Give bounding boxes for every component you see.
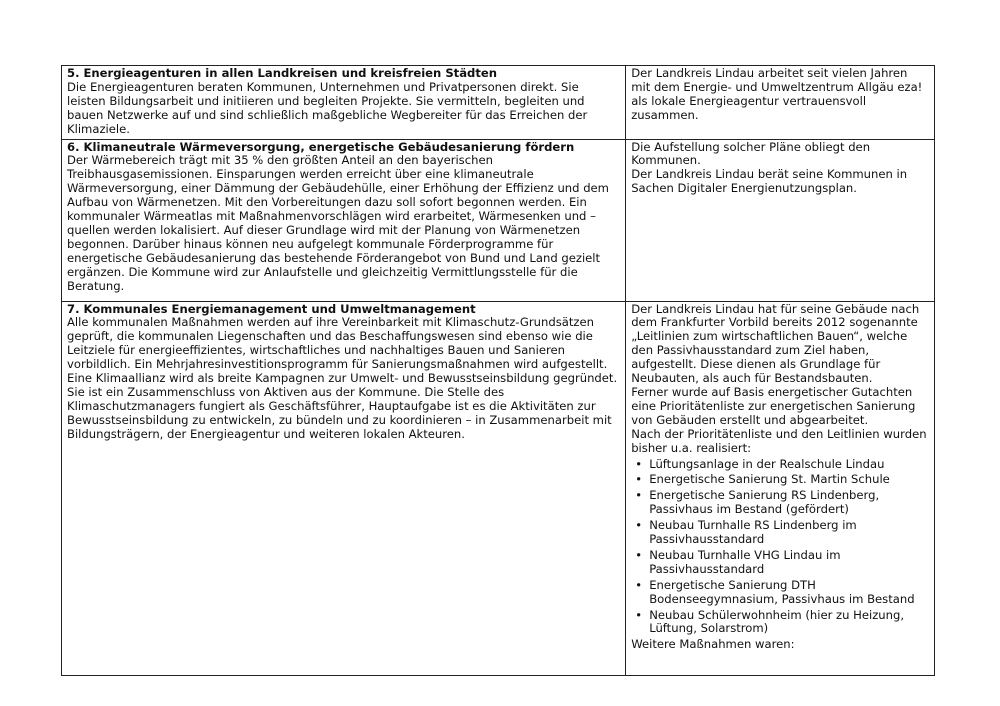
list-item: [631, 549, 929, 577]
list-item-text: Neubau Turnhalle VHG Lindau im Passivhausstandard: [649, 547, 841, 576]
bullet-icon: •: [635, 577, 643, 592]
measure-cell: [62, 66, 626, 140]
list-item: [631, 519, 929, 547]
measure-text: Die Energieagenturen beraten Kommunen, Unternehmen und Privatpersonen direkt. Sie leisten Bildungsarbeit und initiieren und begleiten Projekte. Sie vermitteln, begleiten und bauen Netzwerke auf und sind schließlich maßgebliche Wegbereiter für das Erreichen der Klimaziele.: [67, 79, 588, 136]
bullet-icon: •: [635, 488, 643, 503]
bullet-icon: •: [635, 456, 643, 471]
measure-text: Der Wärmebereich trägt mit 35 % den größten Anteil an den bayerischen Treibhausgasemissionen. Einsparungen werden erreicht über eine klimaneutrale Wärmeversorgung, einer Dämmung der Gebäudehülle, einer Erhöhung der Effizienz und dem Aufbau von Wärmenetzen. Mit den Vorbereitungen dazu soll sofort begonnen werden. Ein kommunaler Wärmeatlas mit Maßnahmenvorschlägen wird erarbeitet, Wärmesenken und – quellen werden lokalisiert. Auf dieser Grundlage wird mit der Planung von Wärmenetzen begonnen. Darüber hinaus können neu aufgelegt kommunale Förderprogramme für energetische Gebäudesanierung das bestehende Förderangebot von Bund und Land gezielt ergänzen. Die Kommune wird zur Anlaufstelle und gleichzeitig Vermittlungsstelle für die Beratung.: [67, 153, 609, 293]
measure-text: Alle kommunalen Maßnahmen werden auf ihre Vereinbarkeit mit Klimaschutz-Grundsätzen geprüft, die kommunalen Liegenschaften und das Beschaffungswesen sind ebenso wie die Leitziele für energieeffizientes, wirtschaftliches und nachhaltiges Bauen und Sanieren vorbildlich. Ein Mehrjahresinvestitionsprogramm für Sanierungsmaßnahmen wird aufgestellt. Eine Klimaallianz wird als breite Kampagnen zur Umwelt- und Bewusstseinsbildung gegründet. Sie ist ein Zusammenschluss von Aktiven aus der Kommune. Die Stelle des Klimaschutzmanagers fungiert als Geschäftsführer, Hauptaufgabe ist es die Aktivitäten zur Bewusstseinsbildung zu entwickeln, zu bündeln und zu koordinieren – in Zusammenarbeit mit Bildungsträgern, der Energieagentur und weiteren lokalen Akteuren.: [67, 315, 618, 441]
status-text: Der Landkreis Lindau arbeitet seit vielen Jahren mit dem Energie- und Umweltzentrum Allgäu eza! als lokale Energieagentur vertrauensvoll zusammen.: [631, 66, 923, 122]
bullet-icon: •: [635, 472, 643, 487]
list-item-text: Energetische Sanierung DTH Bodenseegymnasium, Passivhaus im Bestand: [649, 577, 915, 606]
measure-cell: [62, 301, 626, 675]
table-row: [62, 301, 935, 675]
bullet-icon: •: [635, 547, 643, 562]
status-text: Der Landkreis Lindau berät seine Kommunen in Sachen Digitaler Energienutzungsplan.: [631, 167, 908, 196]
status-text: Ferner wurde auf Basis energetischer Gutachten eine Prioritätenliste zur energetischen Sanierung von Gebäuden erstellt und abgearbeitet.: [631, 384, 916, 427]
table-row: [62, 139, 935, 301]
status-cell: [626, 139, 935, 301]
status-text: Weitere Maßnahmen waren:: [631, 637, 795, 652]
realized-projects-list: [631, 458, 929, 637]
list-item-text: Neubau Schülerwohnheim (hier zu Heizung, Lüftung, Solarstrom): [649, 607, 905, 636]
measure-heading: 6. Klimaneutrale Wärmeversorgung, energetische Gebäudesanierung fördern: [67, 139, 575, 154]
measure-cell: [62, 139, 626, 301]
bullet-icon: •: [635, 607, 643, 622]
list-item-text: Lüftungsanlage in der Realschule Lindau: [649, 456, 885, 471]
list-item: [631, 473, 929, 487]
measure-heading: 7. Kommunales Energiemanagement und Umweltmanagement: [67, 301, 476, 316]
status-text: Der Landkreis Lindau hat für seine Gebäude nach dem Frankfurter Vorbild bereits 2012 sogenannte „Leitlinien zum wirtschaftlichen Bauen“, welche den Passivhausstandard zum Ziel haben, aufgestellt. Diese dienen als Grundlage für Neubauten, als auch für Bestandsbauten.: [631, 301, 920, 386]
list-item: [631, 609, 929, 637]
list-item-text: Energetische Sanierung St. Martin Schule: [649, 472, 890, 487]
list-item: [631, 489, 929, 517]
list-item-text: Neubau Turnhalle RS Lindenberg im Passivhausstandard: [649, 518, 857, 547]
list-item: [631, 579, 929, 607]
bullet-icon: •: [635, 518, 643, 533]
measure-heading: 5. Energieagenturen in allen Landkreisen und kreisfreien Städten: [67, 66, 498, 80]
status-text: Nach der Prioritätenliste und den Leitlinien wurden bisher u.a. realisiert:: [631, 426, 927, 455]
measures-table: [61, 65, 935, 676]
status-cell: [626, 301, 935, 675]
status-text: Die Aufstellung solcher Pläne obliegt den Kommunen.: [631, 139, 871, 168]
status-cell: [626, 66, 935, 140]
list-item-text: Energetische Sanierung RS Lindenberg, Passivhaus im Bestand (gefördert): [649, 488, 880, 517]
list-item: [631, 458, 929, 472]
table-row: [62, 66, 935, 140]
